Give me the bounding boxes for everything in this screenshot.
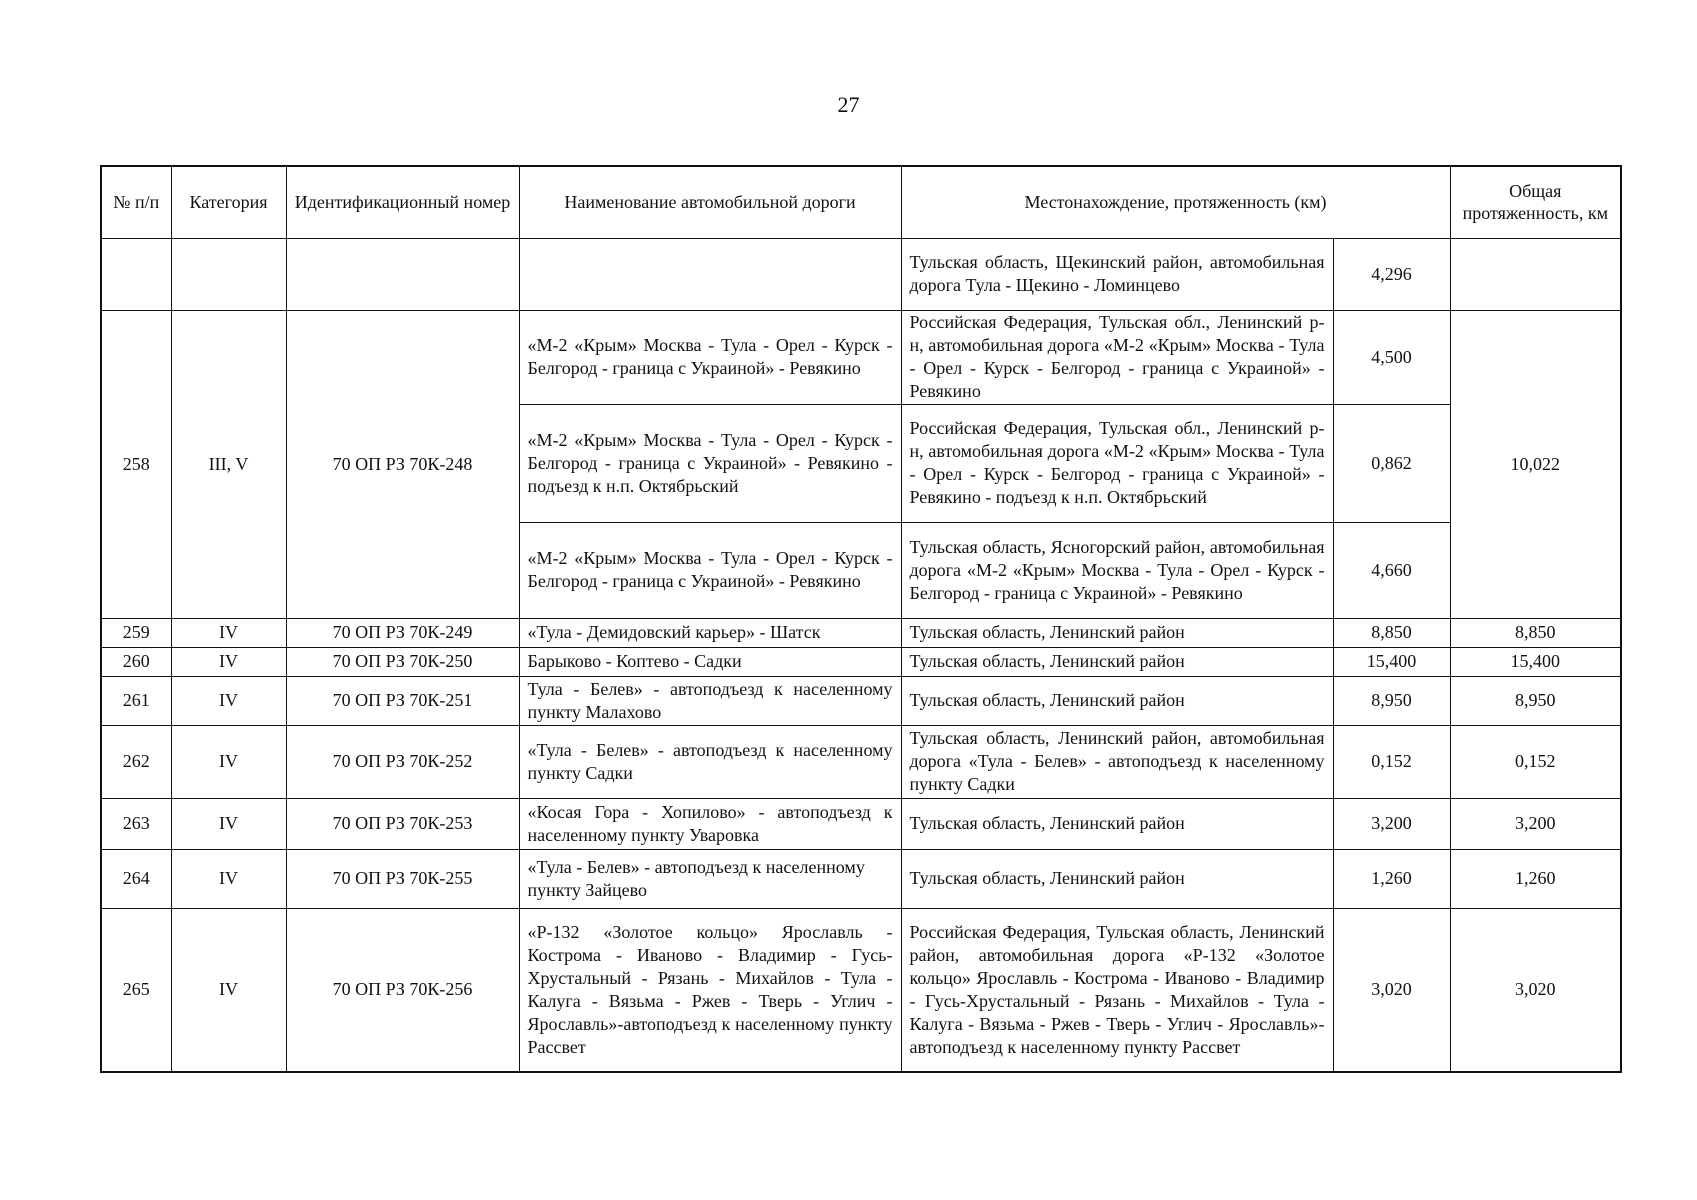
cell-num: 258 [101,310,171,618]
cell-num: 262 [101,725,171,798]
cell-category: IV [171,798,286,849]
cell-category: IV [171,908,286,1072]
cell-total: 0,152 [1450,725,1621,798]
cell-location: Тульская область, Ленинский район [901,849,1333,908]
cell-total: 3,200 [1450,798,1621,849]
header-road-name: Наименование автомобильной дороги [519,166,901,238]
table-row [101,647,1621,676]
cell-category: IV [171,849,286,908]
cell-location: Тульская область, Ленинский район, автомобильная дорога «Тула - Белев» - автоподъезд к населенному пункту Садки [901,725,1333,798]
cell-total [1450,238,1621,310]
cell-length: 8,850 [1333,618,1450,647]
cell-location: Тульская область, Ленинский район [901,618,1333,647]
cell-location: Тульская область, Ленинский район [901,647,1333,676]
cell-total: 10,022 [1450,310,1621,618]
cell-road-name: «Р-132 «Золотое кольцо» Ярославль - Кострома - Иваново - Владимир - Гусь-Хрустальный - Рязань - Михайлов - Тула - Калуга - Вязьма - Ржев - Тверь - Углич - Ярославль»-автоподъезд к населенному пункту Рассвет [519,908,901,1072]
table-header-row [101,166,1621,238]
cell-road-name: «Косая Гора - Хопилово» - автоподъезд к населенному пункту Уваровка [519,798,901,849]
cell-id: 70 ОП РЗ 70К-248 [286,310,519,618]
cell-location: Тульская область, Ленинский район [901,798,1333,849]
cell-location: Российская Федерация, Тульская область, Ленинский район, автомобильная дорога «Р-132 «Золотое кольцо» Ярославль - Кострома - Иваново - Владимир - Гусь-Хрустальный - Рязань - Михайлов - Тула - Калуга - Вязьма - Ржев - Тверь - Углич - Ярославль»-автоподъезд к населенному пункту Рассвет [901,908,1333,1072]
cell-length: 3,200 [1333,798,1450,849]
cell-id: 70 ОП РЗ 70К-250 [286,647,519,676]
cell-num: 263 [101,798,171,849]
cell-road-name: Тула - Белев» - автоподъезд к населенному пункту Малахово [519,676,901,725]
cell-location: Тульская область, Ясногорский район, автомобильная дорога «М-2 «Крым» Москва - Тула - Орел - Курск - Белгород - граница с Украиной» - Ревякино [901,522,1333,618]
cell-length: 0,152 [1333,725,1450,798]
cell-road-name: «Тула - Белев» - автоподъезд к населенному пункту Садки [519,725,901,798]
cell-road-name: «М-2 «Крым» Москва - Тула - Орел - Курск - Белгород - граница с Украиной» - Ревякино [519,310,901,404]
cell-total: 3,020 [1450,908,1621,1072]
header-total: Общая протяженность, км [1450,166,1621,238]
cell-id: 70 ОП РЗ 70К-255 [286,849,519,908]
cell-road-name: «Тула - Демидовский карьер» - Шатск [519,618,901,647]
cell-id: 70 ОП РЗ 70К-249 [286,618,519,647]
table-row [101,238,1621,310]
cell-location: Российская Федерация, Тульская обл., Ленинский р-н, автомобильная дорога «М-2 «Крым» Москва - Тула - Орел - Курск - Белгород - граница с Украиной» - Ревякино [901,310,1333,404]
cell-road-name [519,238,901,310]
header-category: Категория [171,166,286,238]
cell-num: 259 [101,618,171,647]
cell-total: 15,400 [1450,647,1621,676]
table-row [101,676,1621,725]
page-number: 27 [837,92,860,117]
cell-length: 4,500 [1333,310,1450,404]
cell-total: 8,850 [1450,618,1621,647]
cell-category: IV [171,618,286,647]
cell-length: 0,862 [1333,404,1450,522]
cell-category [171,238,286,310]
cell-length: 1,260 [1333,849,1450,908]
cell-road-name: «М-2 «Крым» Москва - Тула - Орел - Курск - Белгород - граница с Украиной» - Ревякино [519,522,901,618]
cell-category: IV [171,676,286,725]
table-row [101,618,1621,647]
cell-num: 261 [101,676,171,725]
cell-total: 8,950 [1450,676,1621,725]
header-num: № п/п [101,166,171,238]
cell-category: III, V [171,310,286,618]
table-row [101,725,1621,798]
cell-length: 8,950 [1333,676,1450,725]
cell-length: 4,296 [1333,238,1450,310]
cell-road-name: «Тула - Белев» - автоподъезд к населенному пункту Зайцево [519,849,901,908]
cell-id: 70 ОП РЗ 70К-252 [286,725,519,798]
cell-id: 70 ОП РЗ 70К-256 [286,908,519,1072]
table-row [101,310,1621,404]
cell-num [101,238,171,310]
cell-location: Российская Федерация, Тульская обл., Ленинский р-н, автомобильная дорога «М-2 «Крым» Москва - Тула - Орел - Курск - Белгород - граница с Украиной» - Ревякино - подъезд к н.п. Октябрьский [901,404,1333,522]
cell-road-name: Барыково - Коптево - Садки [519,647,901,676]
cell-id: 70 ОП РЗ 70К-253 [286,798,519,849]
table-row [101,849,1621,908]
cell-id: 70 ОП РЗ 70К-251 [286,676,519,725]
cell-length: 3,020 [1333,908,1450,1072]
cell-total: 1,260 [1450,849,1621,908]
cell-location: Тульская область, Ленинский район [901,676,1333,725]
header-id-number: Идентификационный номер [286,166,519,238]
cell-length: 15,400 [1333,647,1450,676]
cell-num: 265 [101,908,171,1072]
table-row [101,798,1621,849]
cell-road-name: «М-2 «Крым» Москва - Тула - Орел - Курск - Белгород - граница с Украиной» - Ревякино - подъезд к н.п. Октябрьский [519,404,901,522]
cell-length: 4,660 [1333,522,1450,618]
cell-num: 260 [101,647,171,676]
cell-location: Тульская область, Щекинский район, автомобильная дорога Тула - Щекино - Ломинцево [901,238,1333,310]
header-location: Местонахождение, протяженность (км) [901,166,1450,238]
cell-category: IV [171,725,286,798]
cell-category: IV [171,647,286,676]
road-registry-table [100,165,1622,1073]
table-row [101,908,1621,1072]
cell-num: 264 [101,849,171,908]
cell-id [286,238,519,310]
